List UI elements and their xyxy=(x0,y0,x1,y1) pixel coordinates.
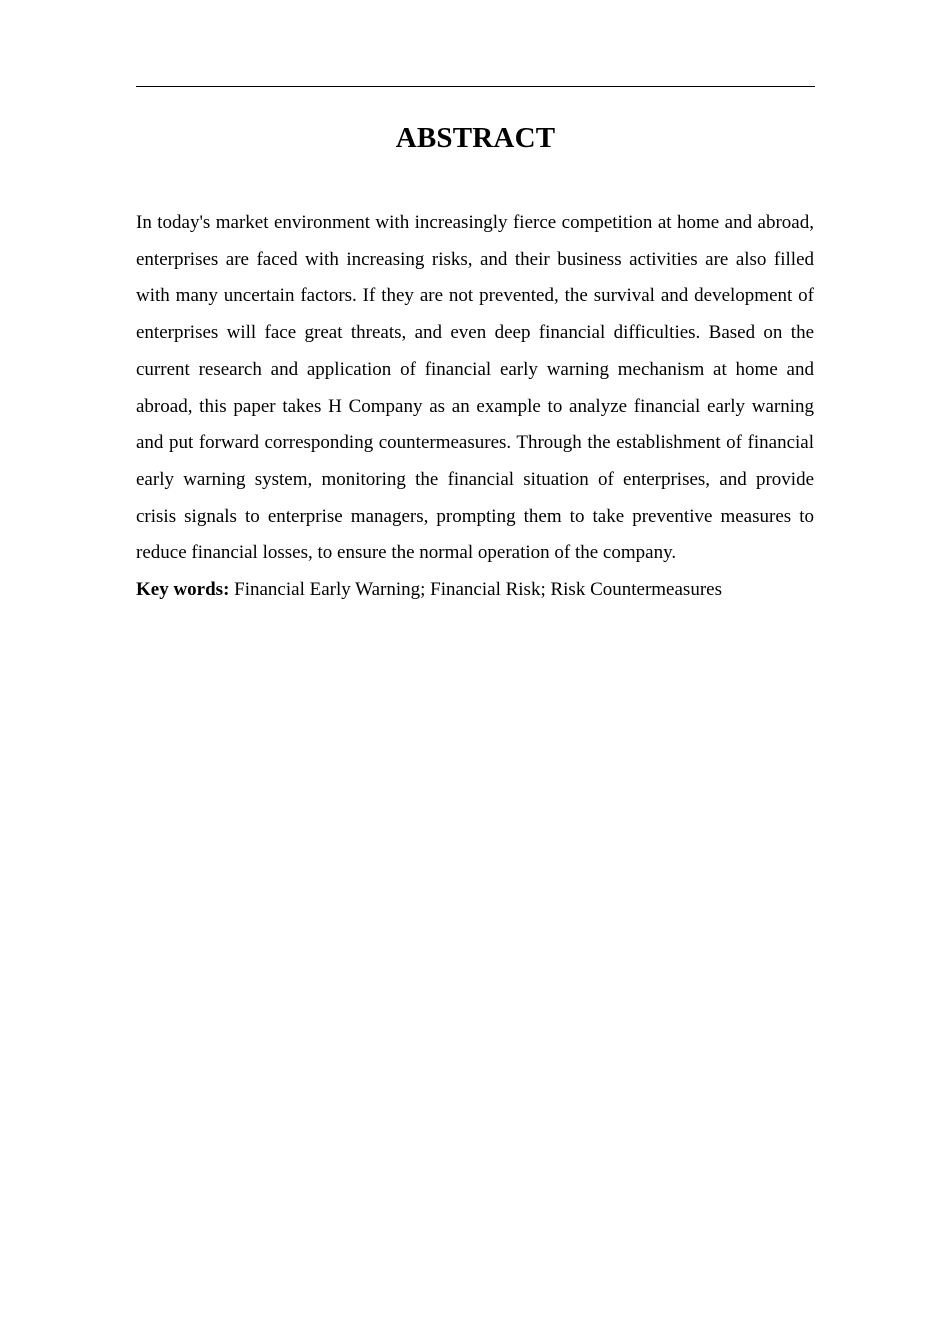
abstract-body: In today's market environment with increasingly fierce competition at home and abroad, enterprises are faced with increasing risks, and their business activities are also filled with many uncertain factors. If they are not prevented, the survival and development of enterprises will face great threats, and even deep financial difficulties. Based on the current research and application of financial early warning mechanism at home and abroad, this paper takes H Company as an example to analyze financial early warning and put forward corresponding countermeasures. Through the establishment of financial early warning system, monitoring the financial situation of enterprises, and provide crisis signals to enterprise managers, prompting them to take preventive measures to reduce financial losses, to ensure the normal operation of the company. xyxy=(136,212,814,564)
keywords-text: Financial Early Warning; Financial Risk; Risk Countermeasures xyxy=(229,579,722,600)
page-title: ABSTRACT xyxy=(395,122,556,154)
keywords-label: Key words: xyxy=(136,579,230,600)
keywords-line xyxy=(136,572,814,609)
header-rule xyxy=(136,86,815,87)
